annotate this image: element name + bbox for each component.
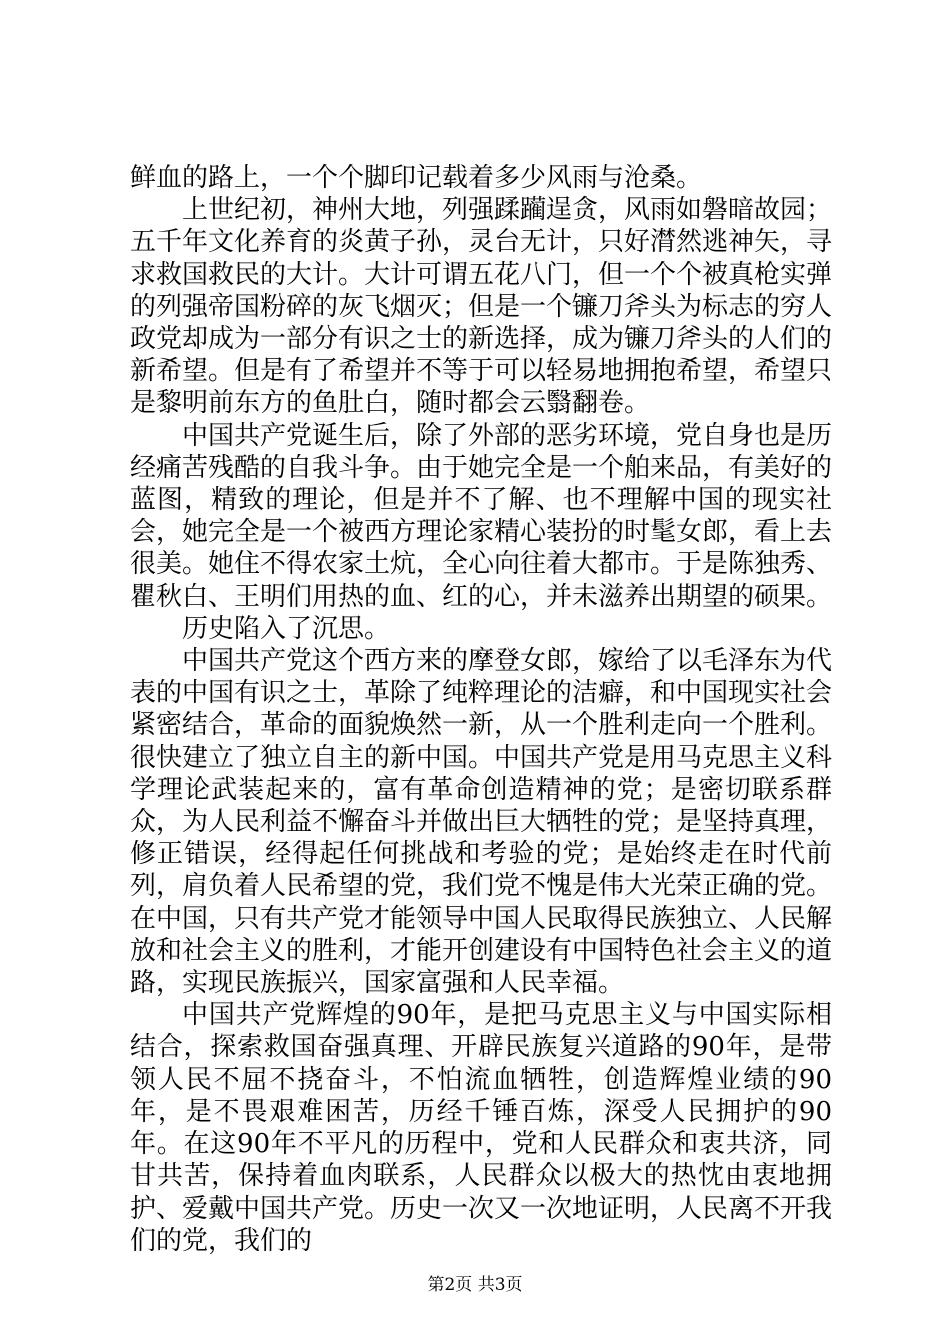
page-footer: 第2页 共3页	[427, 1275, 523, 1295]
paragraph-2: 上世纪初，神州大地，列强蹂躏逞贪，风雨如磐暗故园；五千年文化养育的炎黄子孙，灵台无计，只好潸然逃神矢，寻求救国救民的大计。大计可谓五花八门，但一个个被真枪实弹的列强帝国粉碎的灰飞烟灭；但是一个镰刀斧头为标志的穷人政党却成为一部分有识之士的新选择，成为镰刀斧头的人们的新希望。但是有了希望并不等于可以轻易地拥抱希望，希望只是黎明前东方的鱼肚白，随时都会云翳翻卷。	[130, 195, 833, 419]
paragraph-3: 中国共产党诞生后，除了外部的恶劣环境，党自身也是历经痛苦残酷的自我斗争。由于她完全是一个舶来品，有美好的蓝图，精致的理论，但是并不了解、也不理解中国的现实社会，她完全是一个被西方理论家精心装扮的时髦女郎，看上去很美。她住不得农家土炕，全心向往着大都市。于是陈独秀、瞿秋白、王明们用热的血、红的心，并未滋养出期望的硕果。	[130, 420, 833, 612]
paragraph-5: 中国共产党这个西方来的摩登女郎，嫁给了以毛泽东为代表的中国有识之士，革除了纯粹理论的洁癖，和中国现实社会紧密结合，革命的面貌焕然一新，从一个胜利走向一个胜利。很快建立了独立自主的新中国。中国共产党是用马克思主义科学理论武装起来的，富有革命创造精神的党；是密切联系群众，为人民利益不懈奋斗并做出巨大牺牲的党；是坚持真理，修正错误，经得起任何挑战和考验的党；是始终走在时代前列，肩负着人民希望的党，我们党不愧是伟大光荣正确的党。在中国，只有共产党才能领导中国人民取得民族独立、人民解放和社会主义的胜利，才能开创建设有中国特色社会主义的道路，实现民族振兴，国家富强和人民幸福。	[130, 646, 833, 999]
paragraph-6: 中国共产党辉煌的90年，是把马克思主义与中国实际相结合，探索救国奋强真理、开辟民族复兴道路的90年，是带领人民不屈不挠奋斗，不怕流血牺牲，创造辉煌业绩的90年，是不畏艰难困苦，历经千锤百炼，深受人民拥护的90年。在这90年不平凡的历程中，党和人民群众和衷共济，同甘共苦，保持着血肉联系，人民群众以极大的热忱由衷地拥护、爱戴中国共产党。历史一次又一次地证明，人民离不开我们的党，我们的	[130, 1000, 833, 1256]
document-body	[130, 162, 832, 1257]
paragraph-4: 历史陷入了沉思。	[182, 613, 391, 644]
paragraph-1: 鲜血的路上，一个个脚印记载着多少风雨与沧桑。	[130, 163, 703, 193]
